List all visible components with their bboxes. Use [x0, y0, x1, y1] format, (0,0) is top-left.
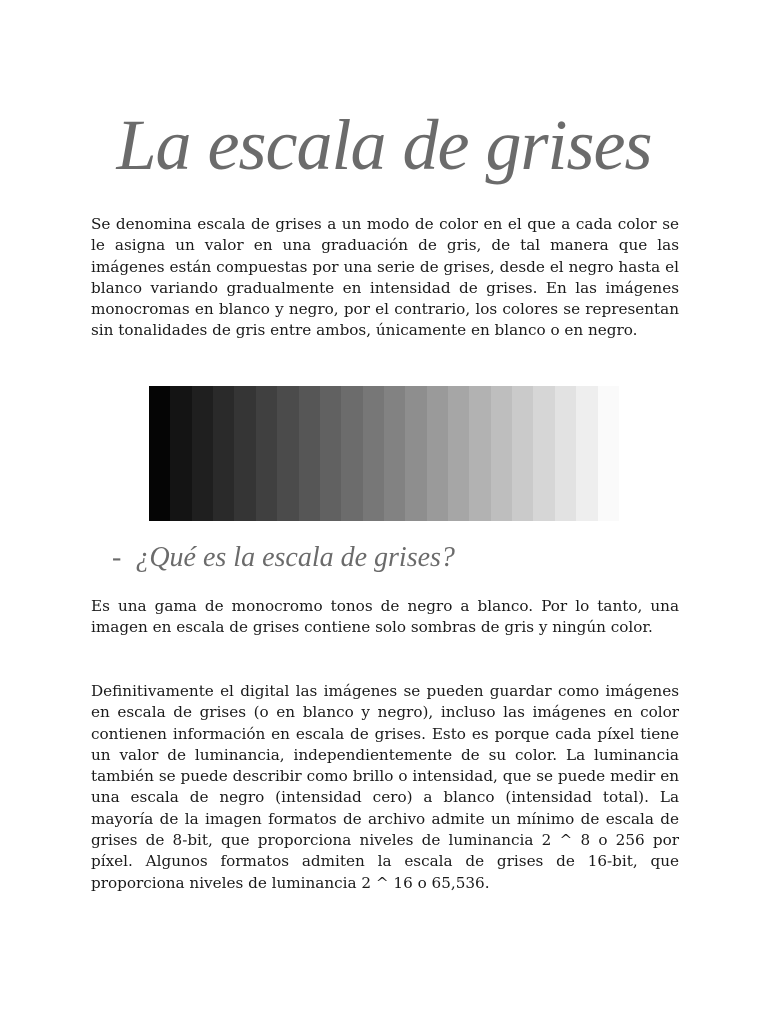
gray-swatch: [277, 386, 298, 521]
gray-swatch: [469, 386, 490, 521]
gray-swatch: [192, 386, 213, 521]
gray-swatch: [427, 386, 448, 521]
gray-swatch: [576, 386, 597, 521]
gray-swatch: [234, 386, 255, 521]
gray-swatch: [384, 386, 405, 521]
section-heading-text: ¿Qué es la escala de grises?: [135, 542, 455, 573]
section-heading: [112, 536, 455, 580]
grayscale-gradient-bar: [149, 386, 619, 521]
gray-swatch: [256, 386, 277, 521]
gray-swatch: [512, 386, 533, 521]
gray-swatch: [170, 386, 191, 521]
page-title: La escala de grises: [116, 105, 652, 185]
gray-swatch: [341, 386, 362, 521]
intro-paragraph: Se denomina escala de grises a un modo de color en el que a cada color se le asigna un valor en una graduación de gris, de tal manera que las imágenes están compuestas por una serie de grises, desde el negro hasta el blanco variando gradualmente en intensidad de grises. En las imágenes monocromas en blanco y negro, por el contrario, los colores se representan sin tonalidades de gris entre ambos, únicamente en blanco o en negro.: [91, 215, 679, 340]
gray-swatch: [598, 386, 619, 521]
gray-swatch: [320, 386, 341, 521]
gray-swatch: [533, 386, 554, 521]
gray-swatch: [149, 386, 170, 521]
gray-swatch: [213, 386, 234, 521]
gray-swatch: [363, 386, 384, 521]
details-paragraph: Definitivamente el digital las imágenes se pueden guardar como imágenes en escala de grises (o en blanco y negro), incluso las imágenes en color contienen información en escala de grises. Esto es porque cada píxel tiene un valor de luminancia, independientemente de su color. La luminancia también se puede describir como brillo o intensidad, que se puede medir en una escala de negro (intensidad cero) a blanco (intensidad total). La mayoría de la imagen formatos de archivo admite un mínimo de escala de grises de 8-bit, que proporciona niveles de luminancia 2 ^ 8 o 256 por píxel. Algunos formatos admiten la escala de grises de 16-bit, que proporciona niveles de luminancia 2 ^ 16 o 65,536.: [91, 682, 679, 892]
gray-swatch: [299, 386, 320, 521]
heading-dash: -: [112, 542, 122, 573]
definition-paragraph: Es una gama de monocromo tonos de negro a blanco. Por lo tanto, una imagen en escala de grises contiene solo sombras de gris y ningún color.: [91, 597, 679, 637]
gray-swatch: [448, 386, 469, 521]
gray-swatch: [405, 386, 426, 521]
gray-swatch: [555, 386, 576, 521]
gray-swatch: [491, 386, 512, 521]
